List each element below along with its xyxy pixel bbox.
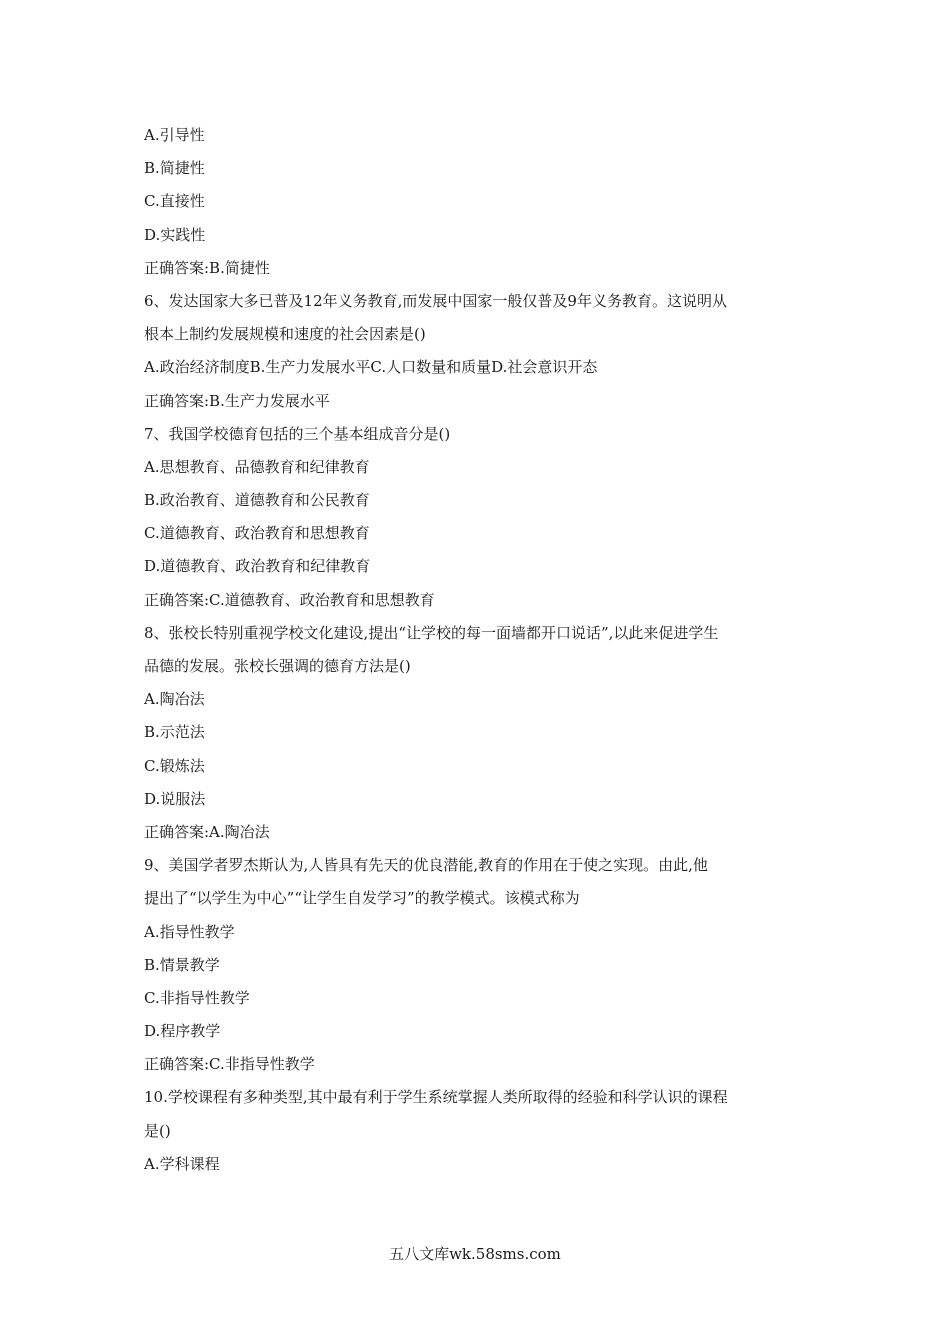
answer-text: 正确答案:B.简捷性: [144, 258, 270, 277]
option-text: D.说服法: [144, 789, 206, 808]
question-text: 根本上制约发展规模和速度的社会因素是(): [144, 325, 426, 344]
question-text: 提出了“以学生为中心”“让学生自发学习”的教学模式。该模式称为: [144, 889, 580, 908]
option-text: B.政治教育、道德教育和公民教育: [144, 491, 370, 510]
option-text: A.学科课程: [144, 1154, 220, 1173]
option-text: D.道德教育、政治教育和纪律教育: [144, 557, 371, 576]
question-content: [144, 119, 814, 1181]
option-text: A.政治经济制度B.生产力发展水平C.人口数量和质量D.社会意识开态: [144, 358, 598, 377]
option-text: C.道德教育、政治教育和思想教育: [144, 524, 370, 543]
question-text: 10.学校课程有多种类型,其中最有利于学生系统掌握人类所取得的经验和科学认识的课程: [144, 1088, 728, 1107]
option-text: D.程序教学: [144, 1022, 221, 1041]
answer-text: 正确答案:A.陶冶法: [144, 822, 270, 841]
option-text: A.陶冶法: [144, 690, 205, 709]
question-text: 品德的发展。张校长强调的德育方法是(): [144, 657, 411, 675]
question-text: 8、张校长特别重视学校文化建设,提出“让学校的每一面墙都开口说话”,以此来促进学生: [144, 623, 719, 642]
question-text: 6、发达国家大多已普及12年义务教育,而发展中国家一般仅普及9年义务教育。这说明从: [144, 291, 727, 310]
answer-text: 正确答案:C.非指导性教学: [144, 1055, 315, 1074]
option-text: A.思想教育、品德教育和纪律教育: [144, 457, 370, 476]
option-text: D.实践性: [144, 225, 206, 244]
question-text: 9、美国学者罗杰斯认为,人皆具有先天的优良潜能,教育的作用在于使之实现。由此,他: [144, 856, 708, 875]
option-text: B.简捷性: [144, 159, 205, 178]
option-text: C.非指导性教学: [144, 988, 250, 1007]
question-text: 7、我国学校德育包括的三个基本组成音分是(): [144, 424, 451, 443]
answer-text: 正确答案:C.道德教育、政治教育和思想教育: [144, 590, 435, 609]
option-text: B.示范法: [144, 723, 205, 742]
option-text: C.直接性: [144, 192, 205, 211]
question-text: 是(): [144, 1121, 171, 1140]
page-footer: 五八文库wk.58sms.com: [389, 1245, 561, 1263]
option-text: A.指导性教学: [144, 922, 235, 941]
answer-text: 正确答案:B.生产力发展水平: [144, 391, 330, 410]
option-text: B.情景教学: [144, 955, 220, 974]
option-text: A.引导性: [144, 126, 205, 144]
option-text: C.锻炼法: [144, 756, 205, 775]
